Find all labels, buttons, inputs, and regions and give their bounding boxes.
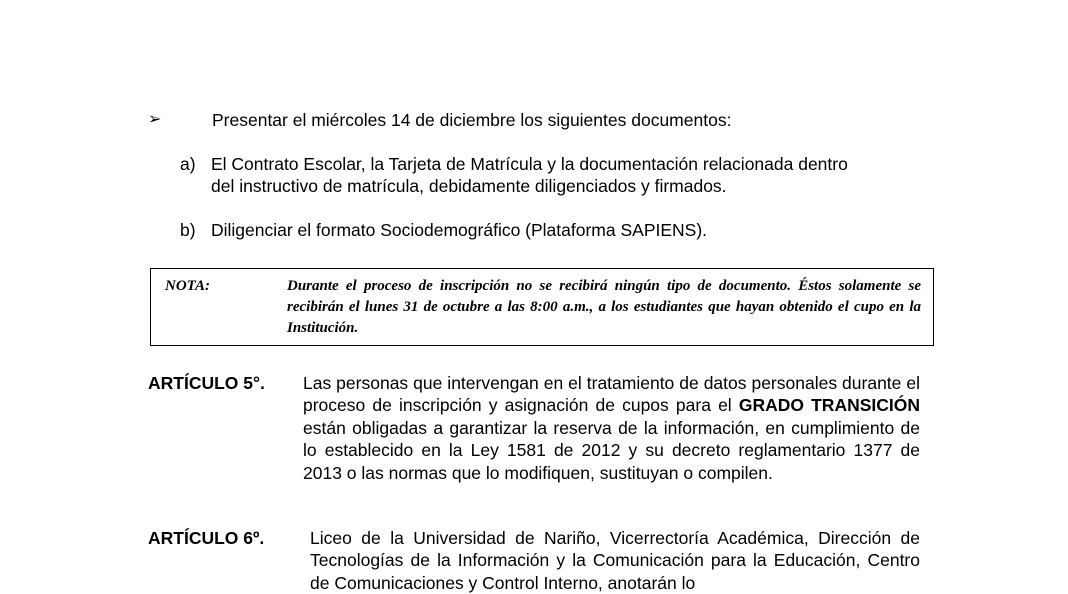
list-item-a-line2: del instructivo de matrícula, debidamente diligenciados y firmados.: [211, 176, 727, 196]
grade-name: GRADO TRANSICIÓN: [738, 395, 921, 416]
article-6-label: ARTÍCULO 6º.: [148, 528, 265, 548]
note-text: Durante el proceso de inscripción no se recibirá ningún tipo de documento. Éstos solamente se recibirán el lunes 31 de octubre a las 8:00 a.m., a los estudiantes que hayan obtenido el cupo en la Institución.: [287, 278, 921, 336]
article-6-text: Liceo de la Universidad de Nariño, Vicerrectoría Académica, Dirección de Tecnologías de la Información y la Comunicación para la Educación, Centro de Comunicaciones y Control Interno, anotarán lo: [310, 528, 920, 593]
arrow-bullet-icon: ➢: [148, 111, 162, 128]
list-intro: Presentar el miércoles 14 de diciembre los siguientes documentos:: [212, 110, 732, 130]
note-label: NOTA:: [165, 278, 210, 294]
list-item-b-marker: b): [180, 220, 196, 240]
article-5-text-after: están obligadas a garantizar la reserva de la información, en cumplimiento de lo establecido en la Ley 1581 de 2012 y su decreto reglamentario 1377 de 2013 o las normas que lo modifiquen, sustituyan o compilen.: [303, 417, 920, 483]
list-item-a-marker: a): [180, 154, 196, 174]
article-5-text: [303, 372, 920, 484]
article-5-text-before: Las personas que intervengan en el tratamiento de datos personales durante el proceso de inscripción y asignación de cupos para el: [303, 373, 920, 416]
note-box: [150, 268, 934, 346]
list-item-b-line1: Diligenciar el formato Sociodemográfico (Plataforma SAPIENS).: [211, 220, 708, 240]
article-5-label: ARTÍCULO 5°.: [148, 373, 265, 393]
list-item-a-line1: El Contrato Escolar, la Tarjeta de Matrícula y la documentación relacionada dentro: [211, 154, 848, 174]
